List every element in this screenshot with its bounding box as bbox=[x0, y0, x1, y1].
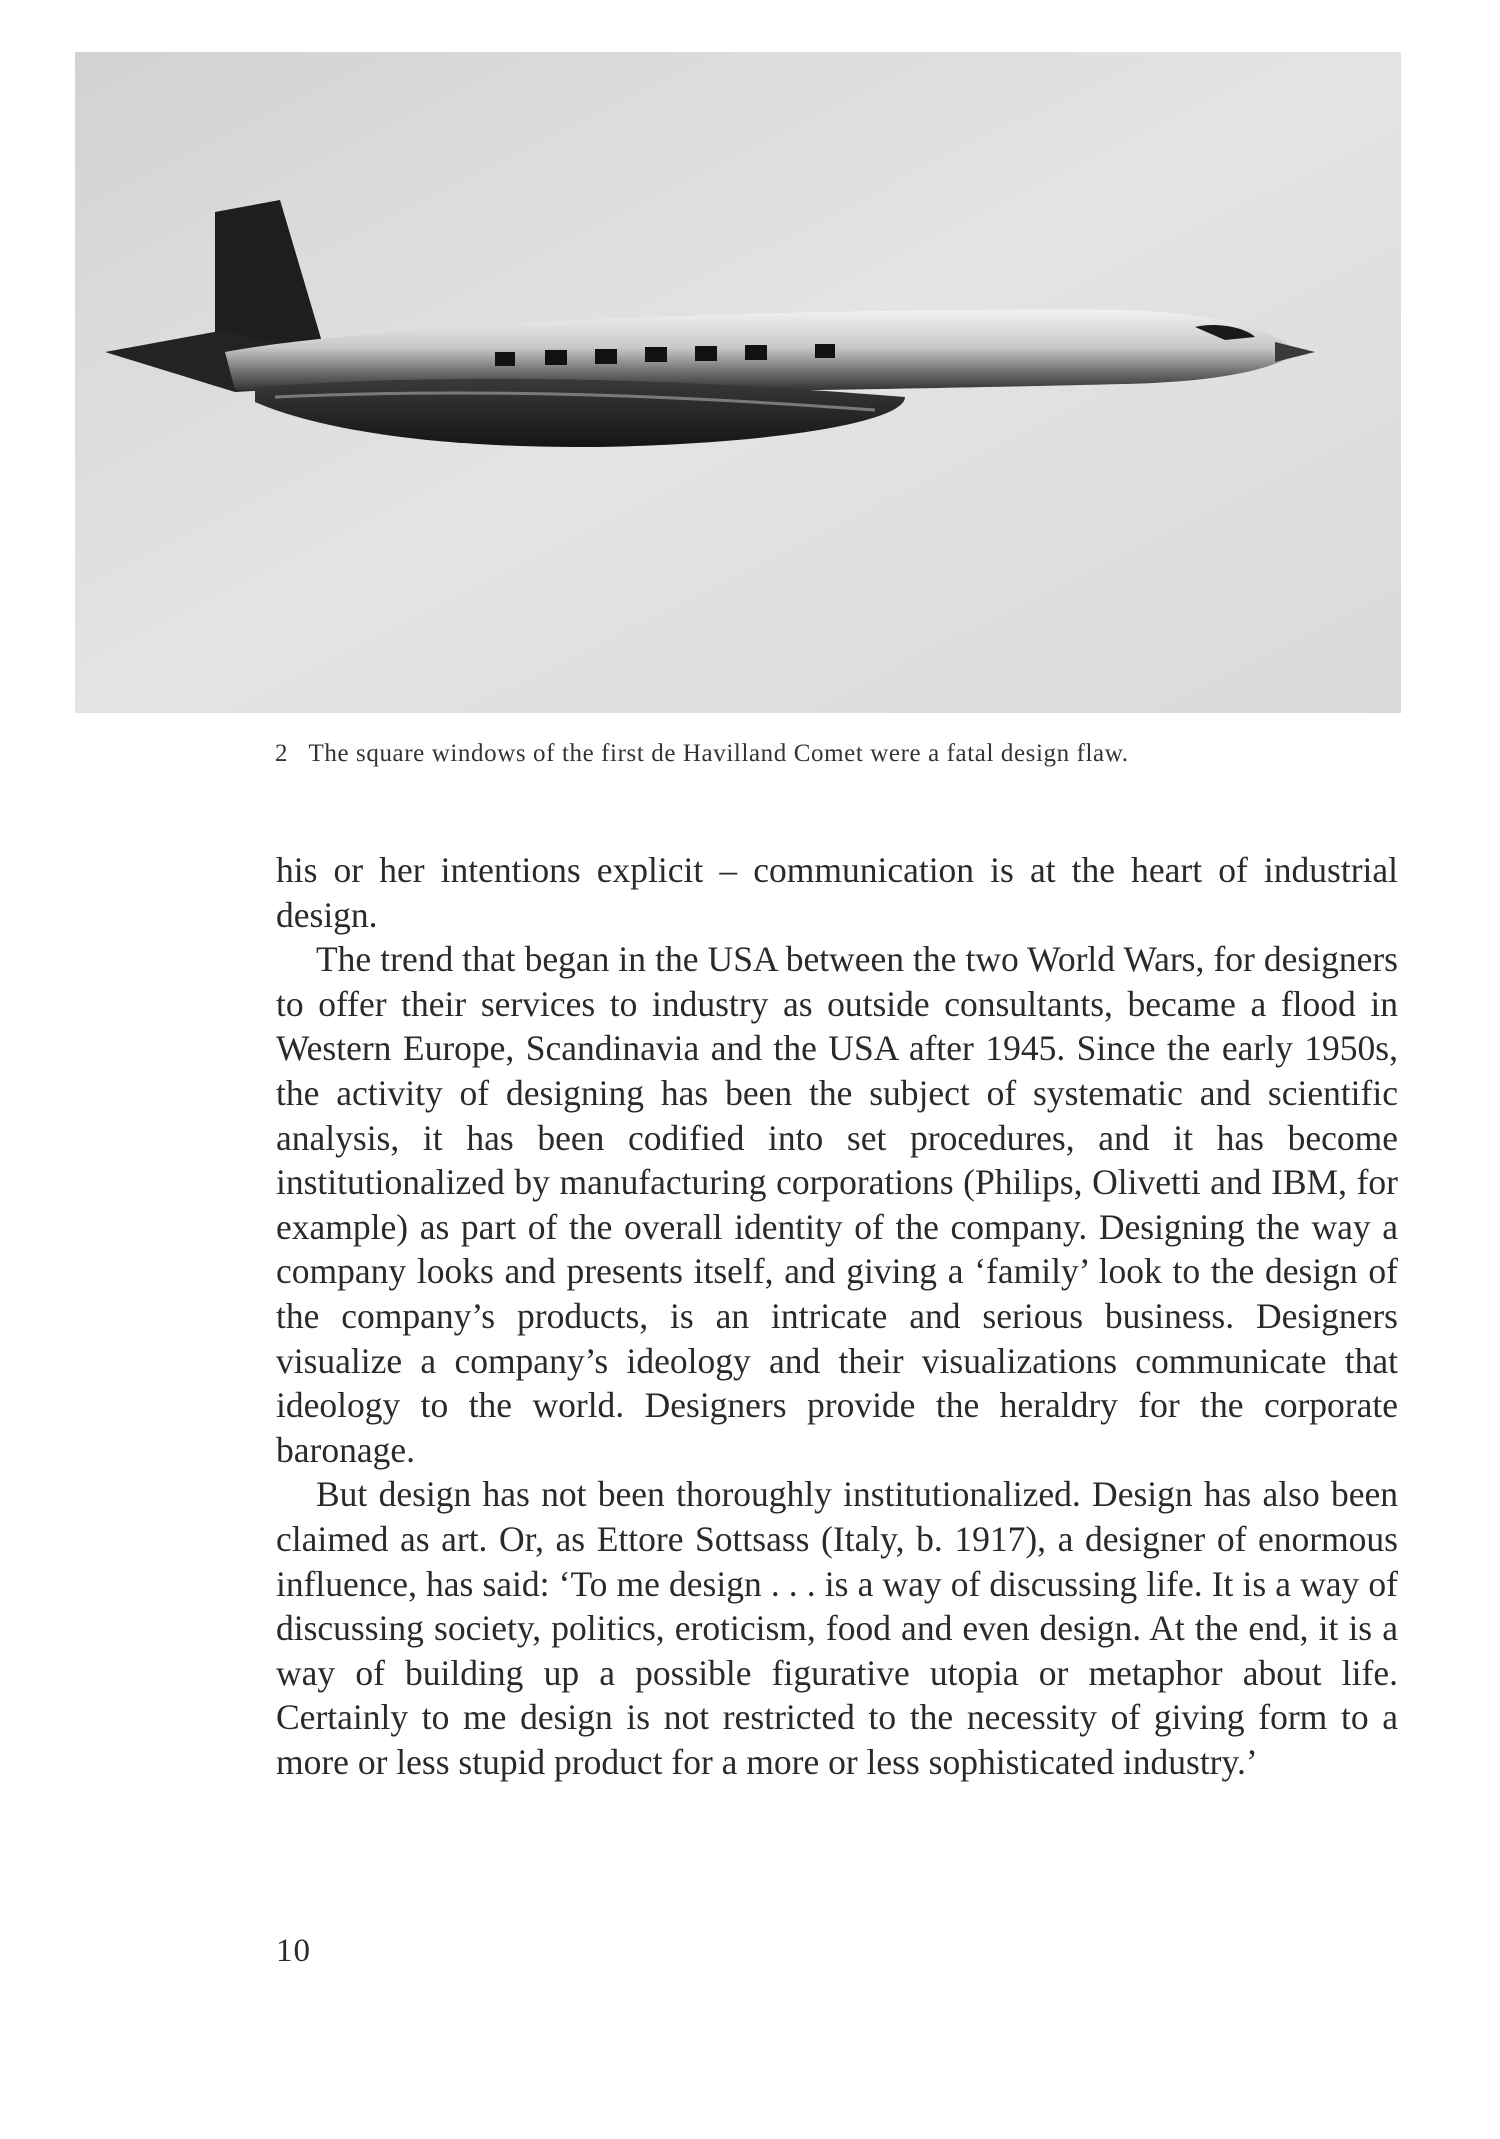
paragraph-1: his or her intentions explicit – communication is at the heart of industrial design. bbox=[276, 850, 1398, 935]
figure-caption-text: The square windows of the first de Havilland Comet were a fatal design flaw. bbox=[308, 740, 1129, 767]
page-number: 10 bbox=[276, 1933, 311, 1969]
figure-caption bbox=[275, 740, 1401, 768]
figure-number: 2 bbox=[275, 740, 289, 767]
paragraph-2: The trend that began in the USA between the two World Wars, for designers to offer their services to industry as outside consultants, became a flood in Western Europe, Scandinavia and the USA after 1945. Since the early 1950s, the activity of designing has been the subject of systematic and scientific analysis, it has been codified into set procedures, and it has become institutionalized by manufacturing corporations (Philips, Olivetti and IBM, for example) as part of the overall identity of the company. Designing the way a company looks and presents itself, and giving a ‘family’ look to the design of the company’s products, is an intricate and serious business. Designers visualize a company’s ideology and their visualizations communicate that ideology to the world. Designers provide the heraldry for the corporate baronage. bbox=[276, 939, 1398, 1470]
paragraph-3: But design has not been thoroughly institutionalized. Design has also been claimed as art. Or, as Ettore Sottsass (Italy, b. 1917), a designer of enormous influence, has said: ‘To me design . . . is a way of discussing life. It is a way of discussing society, politics, eroticism, food and even design. At the end, it is a way of building up a possible figurative utopia or metaphor about life. Certainly to me design is not restricted to the necessity of giving form to a more or less stupid product for a more or less sophisticated industry.’ bbox=[276, 1474, 1398, 1782]
figure-photo-comet-aircraft bbox=[75, 52, 1401, 713]
body-text bbox=[276, 848, 1398, 1784]
comet-aircraft-photo bbox=[75, 52, 1401, 713]
